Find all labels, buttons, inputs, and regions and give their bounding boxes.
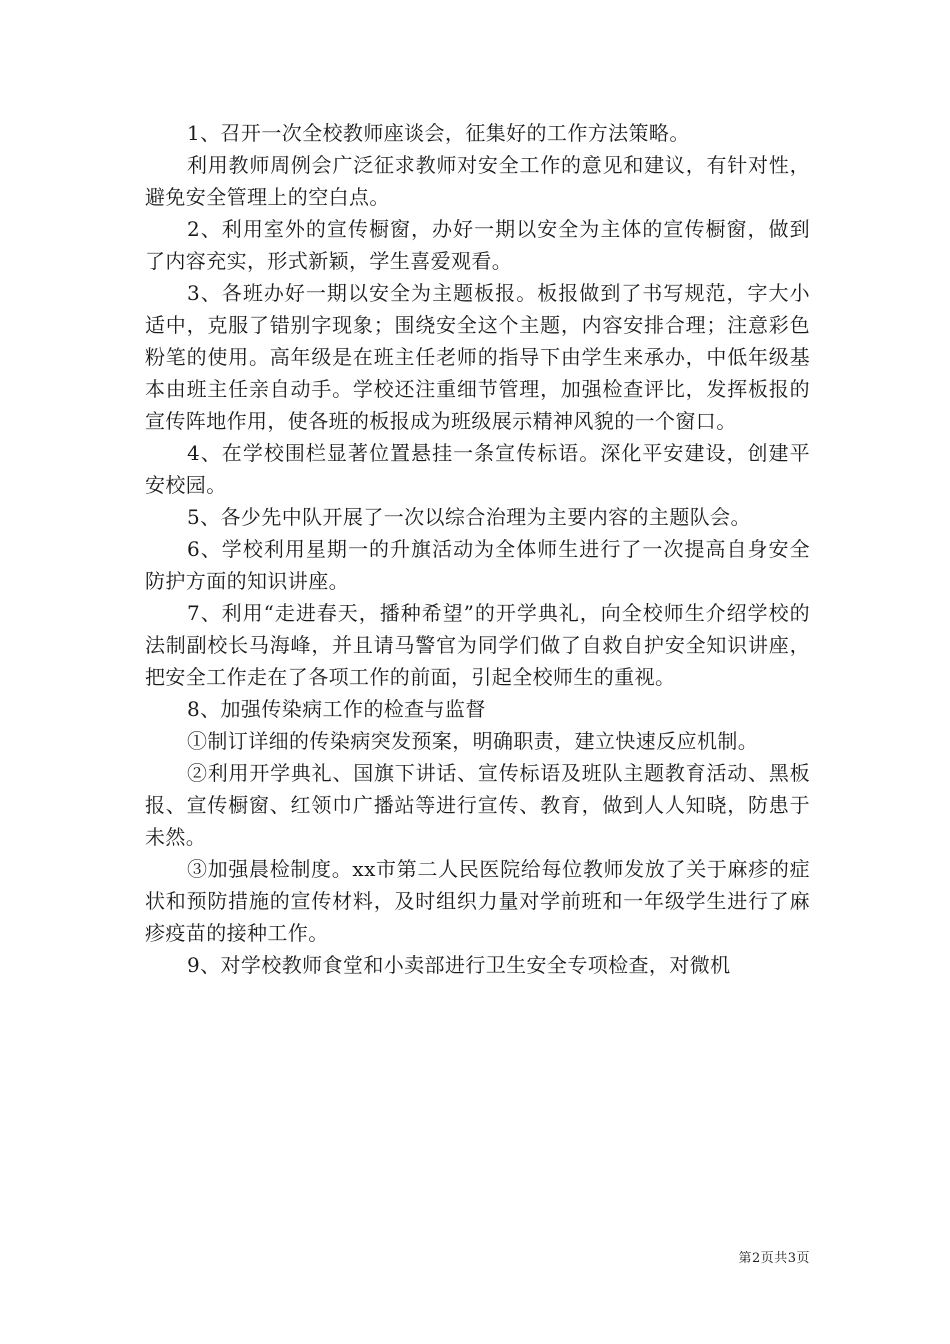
page-number: 第2页共3页 [738,1251,810,1266]
paragraph-1: 1、召开一次全校教师座谈会，征集好的工作方法策略。 [187,121,690,145]
paragraph-8: 7、利用“走进春天，播种希望”的开学典礼，向全校师生介绍学校的法制副校长马海峰，并且请马警官为同学们做了自救自护安全知识讲座，把安全工作走在了各项工作的前面，引起全校师生的重视。 [145,601,810,689]
paragraph-3: 2、利用室外的宣传橱窗，办好一期以安全为主体的宣传橱窗，做到了内容充实，形式新颖，学生喜爱观看。 [145,217,810,273]
paragraph-12: ③加强晨检制度。xx市第二人民医院给每位教师发放了关于麻疹的症状和预防措施的宣传材料，及时组织力量对学前班和一年级学生进行了麻疹疫苗的接种工作。 [145,857,810,945]
paragraph-7: 6、学校利用星期一的升旗活动为全体师生进行了一次提高自身安全防护方面的知识讲座。 [145,537,810,593]
paragraph-2: 利用教师周例会广泛征求教师对安全工作的意见和建议，有针对性，避免安全管理上的空白点。 [145,153,810,209]
paragraph-9: 8、加强传染病工作的检查与监督 [187,697,486,721]
paragraph-4: 3、各班办好一期以安全为主题板报。板报做到了书写规范，字大小适中，克服了错别字现象；围绕安全这个主题，内容安排合理；注意彩色粉笔的使用。高年级是在班主任老师的指导下由学生来承办，中低年级基本由班主任亲自动手。学校还注重细节管理，加强检查评比，发挥板报的宣传阵地作用，使各班的板报成为班级展示精神风貌的一个窗口。 [145,281,810,433]
paragraph-13: 9、对学校教师食堂和小卖部进行卫生安全专项检查，对微机 [187,953,731,977]
paragraph-5: 4、在学校围栏显著位置悬挂一条宣传标语。深化平安建设，创建平安校园。 [145,441,810,497]
paragraph-11: ②利用开学典礼、国旗下讲话、宣传标语及班队主题教育活动、黑板报、宣传橱窗、红领巾广播站等进行宣传、教育，做到人人知晓，防患于未然。 [145,761,810,849]
document-body [145,117,810,981]
paragraph-6: 5、各少先中队开展了一次以综合治理为主要内容的主题队会。 [187,505,751,529]
paragraph-10: ①制订详细的传染病突发预案，明确职责，建立快速反应机制。 [187,729,759,753]
